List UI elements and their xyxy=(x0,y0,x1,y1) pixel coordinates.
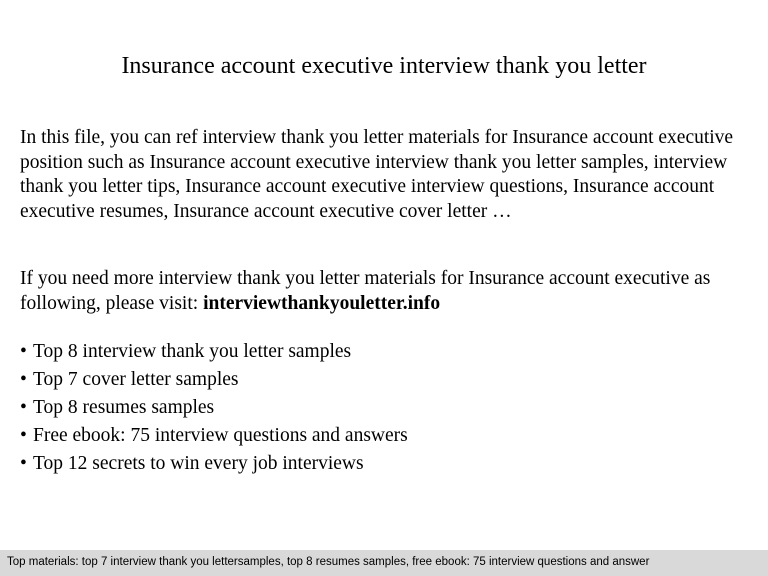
list-item-label: Top 12 secrets to win every job interviews xyxy=(33,453,364,474)
materials-list xyxy=(20,338,408,478)
more-info-paragraph xyxy=(20,267,748,316)
more-info-text: If you need more interview thank you letter materials for Insurance account executive as following, please visit: xyxy=(20,268,711,314)
list-item xyxy=(20,366,408,394)
list-item-label: Top 8 resumes samples xyxy=(33,397,215,418)
page-title: Insurance account executive interview thank you letter xyxy=(121,53,647,79)
list-item xyxy=(20,338,408,366)
intro-paragraph: In this file, you can ref interview thank you letter materials for Insurance account executive position such as Insurance account executive interview thank you letter samples, interview thank you letter tips, Insurance account executive interview questions, Insurance account executive resumes, Insurance account executive cover letter … xyxy=(20,127,734,222)
list-item xyxy=(20,422,408,450)
bullet-icon: • xyxy=(20,369,27,390)
list-item-label: Free ebook: 75 interview questions and answers xyxy=(33,425,408,446)
list-item xyxy=(20,394,408,422)
list-item-label: Top 7 cover letter samples xyxy=(33,369,239,390)
list-item-label: Top 8 interview thank you letter samples xyxy=(33,341,352,362)
list-item xyxy=(20,450,408,478)
footer-text: Top materials: top 7 interview thank you lettersamples, top 8 resumes samples, free ebook: 75 interview questions and answer xyxy=(7,556,650,568)
bullet-icon: • xyxy=(20,453,27,474)
bullet-icon: • xyxy=(20,341,27,362)
website-link[interactable]: interviewthankyouletter.info xyxy=(203,292,441,314)
bullet-icon: • xyxy=(20,397,27,418)
footer-bar xyxy=(0,550,768,576)
bullet-icon: • xyxy=(20,425,27,446)
